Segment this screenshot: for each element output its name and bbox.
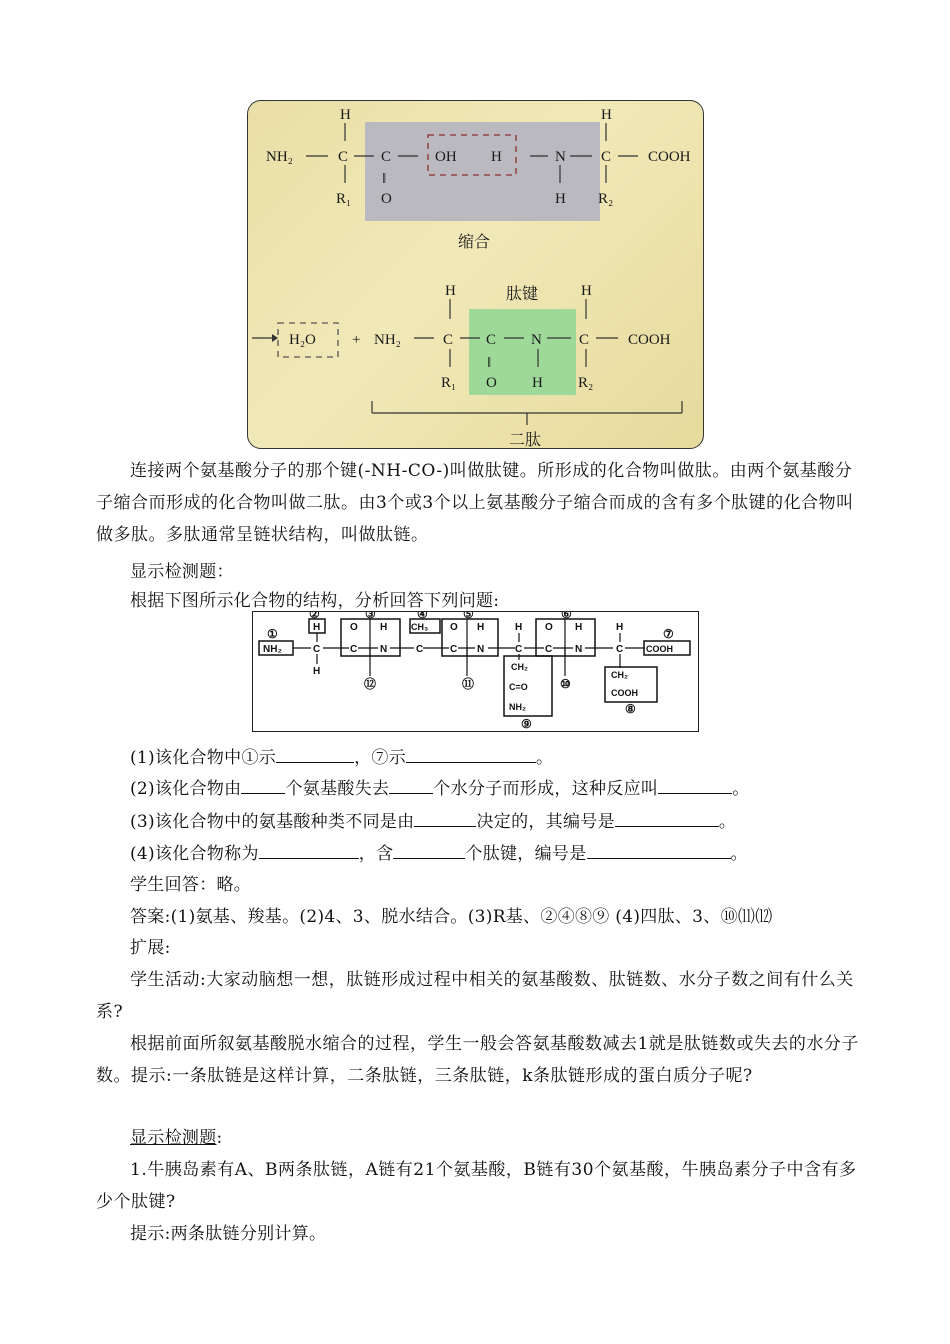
n-1: N <box>555 149 566 165</box>
c-4: C <box>450 644 458 655</box>
show-test-heading-2 <box>130 1125 223 1151</box>
h-top-4: H <box>581 283 592 299</box>
show-test-2-text: 显示检测题 <box>130 1128 217 1148</box>
paragraph-peptide-bond: 连接两个氨基酸分子的那个键(-NH-CO-)叫做肽键。所形成的化合物叫做肽。由两个氨基酸分子缩合而形成的化合物叫做二肽。由3个或3个以上氨基酸分子缩合而成的含有多个肽键的化合物叫做多肽。多肽通常呈链状结构，叫做肽链。 <box>96 461 854 545</box>
n-2: N <box>477 644 485 655</box>
question-3 <box>130 808 736 835</box>
q3-text-a: (3)该化合物中的氨基酸种类不同是由 <box>130 812 415 832</box>
cooh-terminal: COOH <box>646 644 673 654</box>
show-test-2-colon: : <box>216 1128 223 1148</box>
label-5: ⑤ <box>463 612 474 621</box>
q2-text-c: 个水分子而形成，这种反应叫 <box>433 779 659 799</box>
arrow-head <box>272 334 278 342</box>
q2-blank-1 <box>241 775 285 794</box>
h-n2: H <box>477 622 485 633</box>
c-alpha-2: C <box>601 149 612 165</box>
c-5: C <box>515 644 523 655</box>
q2-text-a: (2)该化合物由 <box>130 779 242 799</box>
condense-label: 缩合 <box>458 234 491 251</box>
label-12: ⑫ <box>364 677 377 691</box>
q1-text-b: ，⑦示 <box>354 748 406 768</box>
q2-blank-3 <box>658 775 732 794</box>
student-answer: 学生回答：略。 <box>130 875 252 895</box>
h-n-2: H <box>532 375 543 391</box>
q4-blank-3 <box>587 840 731 859</box>
label-3: ③ <box>365 612 376 621</box>
h-5: H <box>515 622 523 633</box>
double-bond-2: ‖ <box>487 355 492 371</box>
q4-text-a: (4)该化合物称为 <box>130 844 259 864</box>
c-eq-o: C=O <box>509 682 528 692</box>
q4-blank-1 <box>259 840 359 859</box>
label-7: ⑦ <box>663 627 674 641</box>
cooh-1: COOH <box>648 149 691 165</box>
c-7: C <box>616 644 624 655</box>
r1-top: R₁ <box>336 191 352 207</box>
h-amino: H <box>491 149 502 165</box>
q1-blank-1 <box>276 744 354 763</box>
h-n3: H <box>575 622 583 633</box>
nh2-left: NH₂ <box>266 149 293 165</box>
q2-text-b: 个氨基酸失去 <box>285 779 390 799</box>
question-1 <box>130 744 553 771</box>
dipeptide-label: 二肽 <box>509 432 542 448</box>
c-3: C <box>416 644 424 655</box>
tetrapeptide-diagram <box>253 612 698 731</box>
paragraph-hint: 根据前面所叙氨基酸脱水缩合的过程，学生一般会答氨基酸数减去1就是肽链数或失去的水分子数。提示:一条肽链是这样计算，二条肽链，三条肽链，k条肽链形成的蛋白质分子呢? <box>96 1034 859 1086</box>
answer-text: 答案:(1)氨基、羧基。(2)4、3、脱水结合。(3)R基、②④⑧⑨ (4)四肽、3、⑩⑾⑿ <box>130 907 773 927</box>
nh2-2: NH₂ <box>374 332 401 348</box>
h-1: H <box>313 666 321 677</box>
h-7: H <box>616 622 624 633</box>
label-4: ④ <box>417 612 428 621</box>
condensation-diagram <box>248 101 703 448</box>
plus-sign: + <box>352 332 361 348</box>
q2-blank-2 <box>389 775 433 794</box>
question-insulin: 1.牛胰岛素有A、B两条肽链，A链有21个氨基酸，B链有30个氨基酸，牛胰岛素分子中含有多少个肽键? <box>96 1160 857 1212</box>
label-10: ⑩ <box>560 677 571 691</box>
q1-text-a: (1)该化合物中①示 <box>130 748 277 768</box>
c-2: C <box>350 644 358 655</box>
h-r1: H <box>313 622 321 633</box>
hint-text: 提示:两条肽链分别计算。 <box>130 1224 327 1244</box>
c-carbonyl-2: C <box>486 332 497 348</box>
q1-text-c: 。 <box>536 748 554 768</box>
q3-blank-2 <box>615 808 719 827</box>
c-alpha-1: C <box>338 149 349 165</box>
q3-text-c: 。 <box>718 812 737 832</box>
o-2: O <box>450 622 458 633</box>
h-top-3: H <box>445 283 456 299</box>
q2-text-d: 。 <box>732 779 750 799</box>
c-carbonyl-1: C <box>381 149 392 165</box>
h-top-2: H <box>601 107 612 123</box>
q3-blank-1 <box>414 808 476 827</box>
label-9: ⑨ <box>521 717 532 731</box>
c-alpha-4: C <box>579 332 590 348</box>
o-carbonyl-1: O <box>381 191 392 207</box>
q3-text-b: 决定的，其编号是 <box>476 812 615 832</box>
o-carbonyl-2: O <box>486 375 497 391</box>
q4-text-d: 。 <box>730 844 748 864</box>
show-test-heading-1: 显示检测题： <box>130 562 234 582</box>
r2-bottom: R₂ <box>578 375 594 391</box>
oh-group: OH <box>435 149 457 165</box>
student-activity: 学生活动:大家动脑想一想，肽链形成过程中相关的氨基酸数、肽链数、水分子数之间有什么关系? <box>96 970 854 1022</box>
c-6: C <box>545 644 553 655</box>
question-4 <box>130 840 748 867</box>
nh2-side: NH₂ <box>509 702 526 712</box>
label-2: ② <box>309 612 320 621</box>
r2-top: R₂ <box>598 191 614 207</box>
label-6: ⑥ <box>561 612 572 621</box>
water: H₂O <box>289 332 316 348</box>
n-3: N <box>575 644 583 655</box>
ch3: CH₃ <box>411 622 429 632</box>
q4-text-c: 个肽键，编号是 <box>465 844 587 864</box>
extension-heading: 扩展: <box>130 938 171 958</box>
nh2-terminal: NH₂ <box>263 644 282 655</box>
condensation-figure <box>247 100 704 449</box>
o-3: O <box>545 622 553 633</box>
question-2 <box>130 775 750 802</box>
c-alpha-3: C <box>443 332 454 348</box>
q4-text-b: ，含 <box>358 844 394 864</box>
peptide-bond-label: 肽键 <box>506 286 539 303</box>
c-1: C <box>313 644 321 655</box>
label-1: ① <box>267 627 278 641</box>
o-1: O <box>350 622 358 633</box>
h-n-1: H <box>555 191 566 207</box>
h-top-1: H <box>340 107 351 123</box>
n-2: N <box>531 332 542 348</box>
q1-blank-2 <box>406 744 536 763</box>
n-1: N <box>380 644 388 655</box>
instruction-text: 根据下图所示化合物的结构，分析回答下列问题: <box>130 591 500 611</box>
ch2-1: CH₂ <box>511 662 528 672</box>
h-n1: H <box>380 622 388 633</box>
tetrapeptide-figure <box>252 611 699 732</box>
cooh-side: COOH <box>611 688 638 698</box>
label-11: ⑪ <box>462 677 475 691</box>
double-bond-1: ‖ <box>382 171 387 187</box>
r1-bottom: R₁ <box>441 375 457 391</box>
cooh-2: COOH <box>628 332 671 348</box>
ch2-2: CH₂ <box>611 670 628 680</box>
label-8: ⑧ <box>625 702 636 716</box>
q4-blank-2 <box>393 840 465 859</box>
